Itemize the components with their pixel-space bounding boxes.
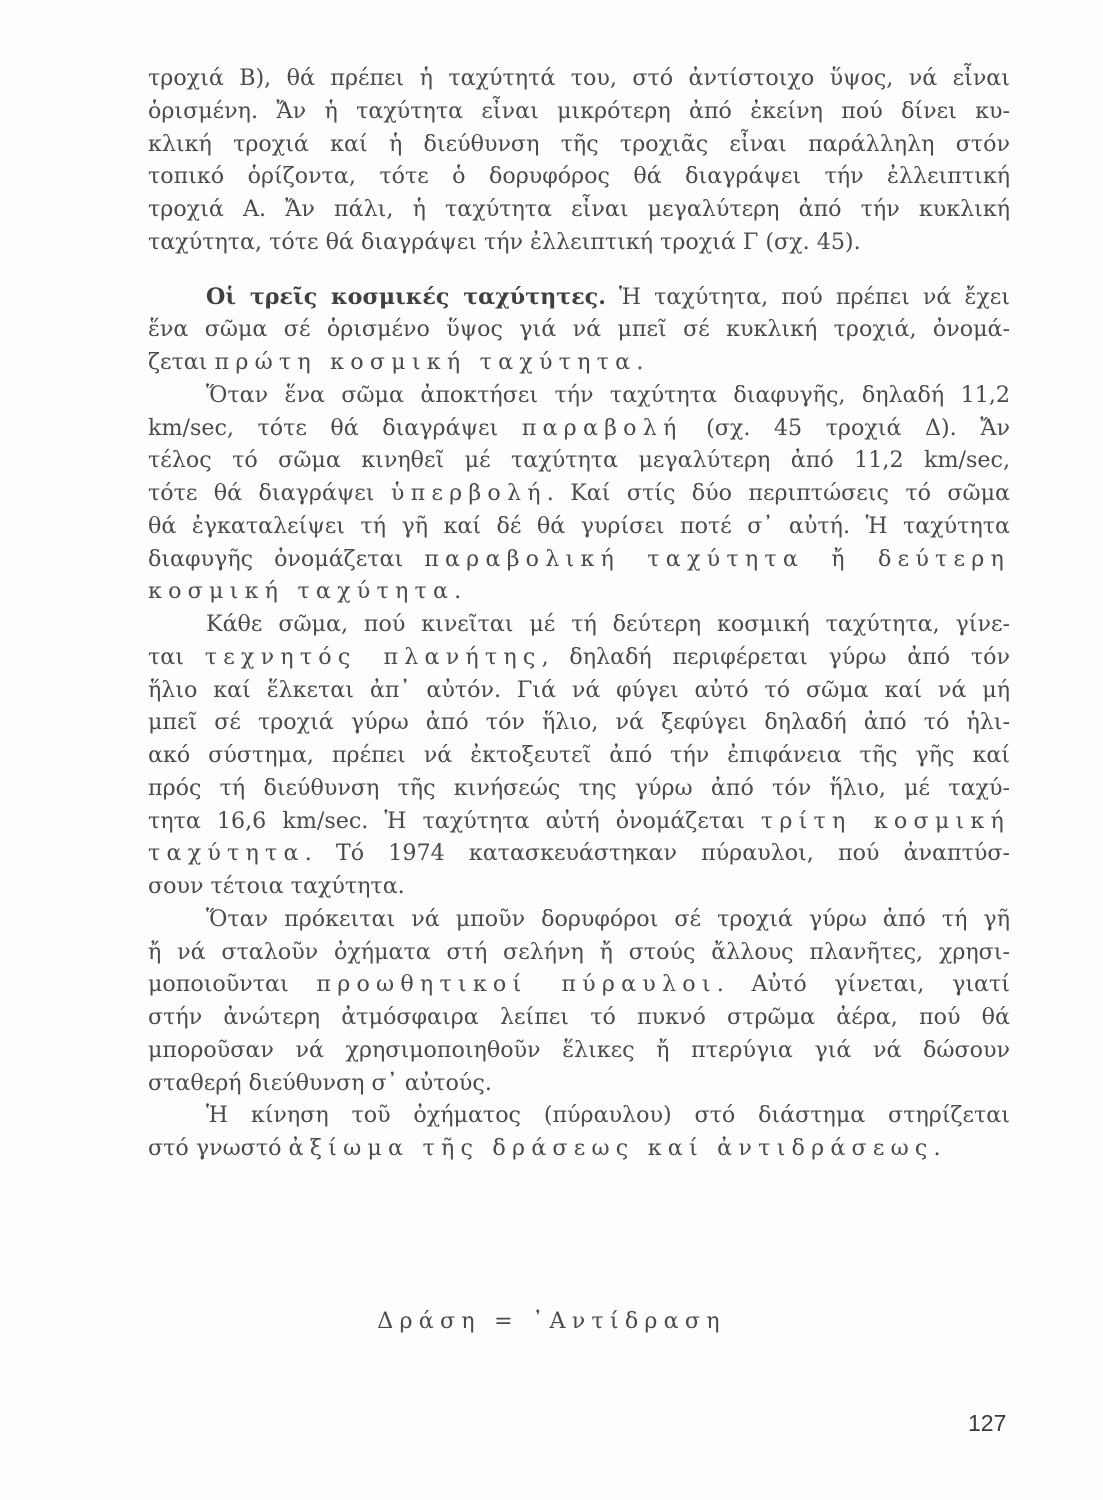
text-line <box>148 968 1010 1001</box>
text-line: ταχύτητα, τότε θά διαγράψει τήν ἐλλειπτική τροχιά Γ (σχ. 45). <box>148 228 861 255</box>
section-heading: Οἱ τρεῖς κοσμικές ταχύτητες. <box>206 283 606 310</box>
page-number: 127 <box>968 1410 1007 1436</box>
text-line: Κάθε σῶμα, πού κινεῖται μέ τή δεύτερη κοσμική ταχύτητα, γίνε- <box>206 611 1010 637</box>
emphasized-term: πρώτη κοσμική ταχύτητα. <box>214 349 650 375</box>
text-line: μποροῦσαν νά χρησιμοποιηθοῦν ἕλικες ἤ πτερύγια γιά νά δώσουν <box>148 1036 1010 1063</box>
emphasized-term: ταχύτητα <box>148 840 305 867</box>
text-span: . Καί στίς δύο περιπτώσεις τό σῶμα <box>546 480 1010 506</box>
text-line <box>148 641 1010 674</box>
text-line: σταθερή διεύθυνση σ᾽ αὐτούς. <box>148 1069 492 1096</box>
text-span: ζεται <box>148 349 215 375</box>
text-line <box>148 412 1010 445</box>
text-span: τότε θά διαγράψει <box>148 480 391 506</box>
equation: Δράση = ᾿Αντίδραση <box>377 1308 726 1334</box>
emphasized-term: παραβολή <box>521 414 683 441</box>
text-line: πρός τή διεύθυνση τῆς κινήσεώς της γύρω ἀπό τόν ἥλιο, μέ ταχύ- <box>148 774 1010 801</box>
text-line <box>148 346 1010 379</box>
text-span: διαφυγῆς ὀνομάζεται <box>148 545 425 572</box>
text-span: στό γνωστό <box>148 1135 289 1161</box>
text-line: ακό σύστημα, πρέπει νά ἐκτοξευτεῖ ἀπό τήν ἐπιφάνεια τῆς γῆς καί <box>148 742 1010 768</box>
text-span: μοποιοῦνται <box>148 971 317 998</box>
emphasized-term: παραβολική ταχύτητα ἤ δεύτερη <box>424 545 1010 572</box>
text-line: σουν τέτοια ταχύτητα. <box>148 873 405 899</box>
text-line <box>148 805 1010 838</box>
emphasized-term: ὑπερβολή <box>390 480 547 506</box>
text-span: τητα 16,6 km/sec. Ἡ ταχύτητα αὐτή ὀνομάζεται <box>148 807 761 834</box>
emphasized-term: τεχνητός πλανήτης <box>204 643 542 670</box>
body-text <box>148 62 1010 1165</box>
emphasized-term: προωθητικοί πύραυλοι <box>316 971 717 998</box>
text-line: ἤ νά σταλοῦν ὀχήματα στή σελήνη ἤ στούς ἄλλους πλανῆτες, χρησι- <box>148 938 1010 965</box>
text-span: . Αὐτό γίνεται, γιατί <box>716 971 1010 998</box>
text-line <box>148 575 1010 608</box>
text-line: ἥλιο καί ἕλκεται ἀπ᾽ αὐτόν. Γιά νά φύγει αὐτό τό σῶμα καί νά μή <box>148 676 1010 703</box>
text-span: . Τό 1974 κατασκευάστηκαν πύραυλοι, πού ἀναπτύσ- <box>304 840 1010 867</box>
text-span: , δηλαδή περιφέρεται γύρω ἀπό τόν <box>541 643 1010 670</box>
emphasized-term: τρίτη κοσμική <box>760 807 1010 834</box>
text-line: Ὅταν ἕνα σῶμα ἀποκτήσει τήν ταχύτητα διαφυγῆς, δηλαδή 11,2 <box>206 381 1010 408</box>
emphasized-term: ἀξίωμα τῆς δράσεως καί ἀντιδράσεως <box>288 1135 934 1161</box>
text-line <box>148 477 1010 510</box>
text-line: θά ἐγκαταλείψει τή γῆ καί δέ θά γυρίσει ποτέ σ᾽ αὐτή. Ἡ ταχύτητα <box>148 512 1010 539</box>
text-line <box>148 281 1010 314</box>
text-line: στήν ἀνώτερη ἀτμόσφαιρα λείπει τό πυκνό στρῶμα ἀέρα, πού θά <box>148 1004 1010 1030</box>
text-line: τροχιά Α. Ἄν πάλι, ἡ ταχύτητα εἶναι μεγαλύτερη ἀπό τήν κυκλική <box>148 196 1010 222</box>
text-line <box>148 543 1010 576</box>
text-line: τέλος τό σῶμα κινηθεῖ μέ ταχύτητα μεγαλύτερη ἀπό 11,2 km/sec, <box>148 447 1010 474</box>
text-line: ἕνα σῶμα σέ ὁρισμένο ὕψος γιά νά μπεῖ σέ κυκλική τροχιά, ὀνομά- <box>148 316 1010 343</box>
emphasized-term: κοσμική ταχύτητα. <box>148 578 468 605</box>
text-span: Ἡ ταχύτητα, πού πρέπει νά ἔχει <box>605 283 1010 310</box>
text-line: μπεῖ σέ τροχιά γύρω ἀπό τόν ἥλιο, νά ξεφύγει δηλαδή ἀπό τό ἡλι- <box>148 709 1010 736</box>
text-line: κλική τροχιά καί ἡ διεύθυνση τῆς τροχιᾶς εἶναι παράλληλη στόν <box>148 130 1010 157</box>
text-line: Ἡ κίνηση τοῦ ὀχήματος (πύραυλου) στό διάστημα στηρίζεται <box>206 1102 1010 1129</box>
text-line <box>148 837 1010 870</box>
text-span: km/sec, τότε θά διαγράψει <box>148 414 522 441</box>
text-line <box>148 1132 1010 1165</box>
text-line: ὁρισμένη. Ἄν ἡ ταχύτητα εἶναι μικρότερη ἀπό ἐκείνη πού δίνει κυ- <box>148 97 1010 124</box>
text-line: τροχιά Β), θά πρέπει ἡ ταχύτητά του, στό ἀντίστοιχο ὕψος, νά εἶναι <box>148 65 1010 91</box>
text-span: (σχ. 45 τροχιά Δ). Ἄν <box>682 414 1010 441</box>
text-line: Ὅταν πρόκειται νά μποῦν δορυφόροι σέ τροχιά γύρω ἀπό τή γῆ <box>206 905 1010 932</box>
text-span: ται <box>148 643 205 670</box>
text-span: . <box>933 1135 941 1161</box>
text-line: τοπικό ὁρίζοντα, τότε ὁ δορυφόρος θά διαγράψει τήν ἐλλειπτική <box>148 163 1010 190</box>
